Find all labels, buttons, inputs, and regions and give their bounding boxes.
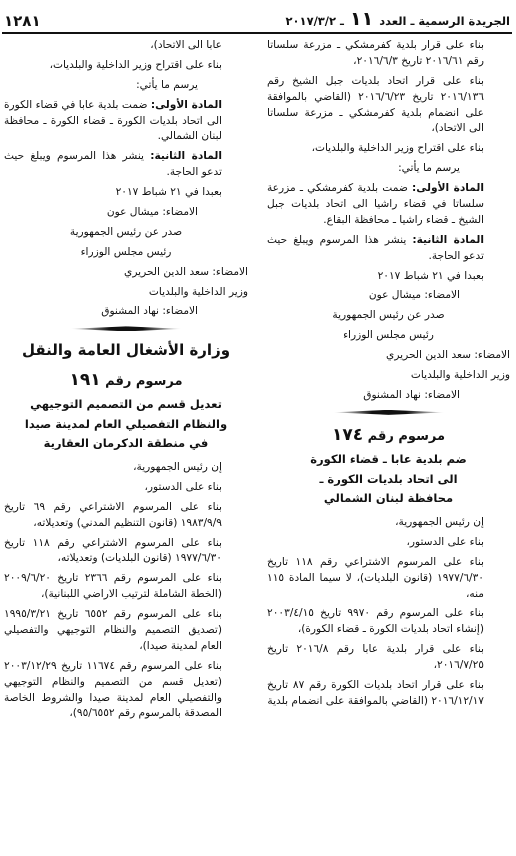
article-2 (4, 149, 248, 181)
signature: الامضاء: نهاد المشنوق (363, 388, 460, 401)
pm-title: رئيس مجلس الوزراء (80, 245, 172, 258)
paragraph: بناء على المرسوم الاشتراعي رقم ٦٩ تاريخ ١٩٨٣/٩/٩ (قانون التنظيم المدني) وتعديلاته، (4, 500, 222, 529)
issued-by: صدر عن رئيس الجمهورية (69, 225, 183, 238)
paragraph: بناء على المرسوم رقم ١١٦٧٤ تاريخ ٢٠٠٣/١٢/٢٩ (تعديل قسم من التصميم والنظام التوجيهي والتفصيلي العام لمدينة صيدا والشروط الخاصة المصدقة بالمرسوم رقم ٩٥/٦٥٥٢)، (4, 659, 222, 720)
section-divider (333, 410, 445, 415)
paragraph: بناء على الدستور، (144, 480, 222, 493)
decree-heading (267, 423, 510, 449)
paragraph: بناء على المرسوم الاشتراعي رقم ١١٨ تاريخ ١٩٧٧/٦/٣٠ (قانون البلديات)، لا سيما المادة ١١٥ منه، (267, 555, 484, 600)
subject-line: ضم بلدية عابا ـ قضاء الكورة (310, 452, 467, 467)
subject-line: محافظة لبنان الشمالي (323, 491, 454, 506)
paragraph: بناء على اقتراح وزير الداخلية والبلديات، (49, 58, 222, 71)
signature: الامضاء: ميشال عون (106, 206, 198, 219)
paragraph: بناء على قرار اتحاد بلديات الكورة رقم ٨٧ تاريخ ٢٠١٦/١٢/١٧ (القاضي بالموافقة على انضمام بلدية (267, 678, 484, 707)
paragraph: بناء على قرار بلدية عابا رقم ٢٠١٦/٨ تاريخ ٢٠١٦/٧/٢٥، (267, 643, 484, 672)
article-label: المادة الثانية: (150, 150, 222, 163)
subject-line: والنظام التفصيلي العام لمدينة صيدا (24, 416, 228, 431)
paragraph: بناء على المرسوم رقم ٦٥٥٢ تاريخ ١٩٩٥/٣/٢١ (تصديق التصميم والنظام التوجيهي والتفصيلي العام لمدينة صيدا)، (4, 608, 222, 652)
gazette-title (286, 8, 510, 30)
pm-title: رئيس مجلس الوزراء (343, 329, 434, 342)
page-header (4, 6, 510, 30)
date-line: بعبدا في ٢١ شباط ٢٠١٧ (377, 269, 484, 282)
paragraph: بناء على المرسوم الاشتراعي رقم ١١٨ تاريخ ١٩٧٧/٦/٣٠ (قانون البلديات) وتعديلاته، (4, 536, 222, 565)
paragraph: عابا الى الاتحاد)، (150, 39, 222, 51)
subject-line: تعديل قسم من التصميم التوجيهي (30, 397, 222, 412)
subject-line: الى اتحاد بلديات الكورة ـ (319, 471, 458, 486)
signature: الامضاء: سعد الدين الحريري (124, 265, 248, 278)
paragraph: بناء على قرار اتحاد بلديات جبل الشيخ رقم ٢٠١٦/١٣٦ تاريخ ٢٠١٦/٦/٢٣ (القاضي بالموافقة على انضمام بلدية كفرمشكي ـ مزرعة سلساتا الى الاتحاد)، (267, 74, 484, 135)
paragraph: بناء على الدستور، (406, 535, 484, 548)
article-label: المادة الثانية: (412, 233, 484, 246)
issued-by: صدر عن رئيس الجمهورية (332, 309, 445, 322)
ministry-title: وزارة الأشغال العامة والنقل (21, 341, 231, 360)
decree-label: مرسوم رقم (367, 428, 445, 444)
date-line: بعبدا في ٢١ شباط ٢٠١٧ (115, 186, 222, 199)
article-text: ينشر هذا المرسوم ويبلغ حيث تدعو الحاجة. (267, 233, 484, 262)
article-label: المادة الأولى: (150, 98, 222, 111)
minister-title: وزير الداخلية والبلديات (148, 285, 248, 298)
issue-date: ـ ٢٠١٧/٣/٢ (285, 14, 344, 28)
right-column (267, 38, 510, 714)
subject-line: في منطقة الدكرمان العقارية (43, 436, 209, 451)
article-text: ينشر هذا المرسوم ويبلغ حيث تدعو الحاجة. (4, 150, 222, 179)
article-text: ضمت بلدية كفرمشكي ـ مزرعة سلساتا في قضاء راشيا الى اتحاد بلديات جبل الشيخ ـ قضاء راشيا ـ محافظة البقاع. (267, 182, 484, 226)
signature: الامضاء: نهاد المشنوق (101, 305, 198, 318)
article-text: ضمت بلدية عابا في قضاء الكورة الى اتحاد بلديات الكورة ـ قضاء الكورة ـ محافظة لبنان الشمالي. (4, 98, 222, 143)
decree-heading (4, 368, 248, 394)
paragraph: إن رئيس الجمهورية، (133, 461, 222, 473)
decree-number: ١٧٤ (332, 424, 364, 445)
section-divider (70, 326, 182, 331)
decree-subject (4, 395, 248, 454)
signature: الامضاء: ميشال عون (368, 289, 460, 302)
left-column (4, 38, 248, 726)
paragraph: إن رئيس الجمهورية، (395, 515, 484, 528)
signature: الامضاء: سعد الدين الحريري (386, 349, 510, 362)
paragraph: يرسم ما يأتي: (136, 78, 198, 91)
header-rule (2, 32, 512, 34)
decree-number: ١٩١ (69, 369, 101, 390)
paragraph: يرسم ما يأتي: (398, 162, 460, 175)
decree-label: مرسوم رقم (105, 373, 183, 389)
article-label: المادة الأولى: (412, 182, 484, 195)
article-1 (4, 98, 248, 146)
page-number: ١٢٨١ (4, 12, 41, 30)
issue-number: ١١ (349, 8, 374, 30)
decree-subject (267, 450, 510, 509)
article-2 (267, 233, 510, 265)
paragraph: بناء على اقتراح وزير الداخلية والبلديات، (311, 142, 484, 155)
paragraph: بناء على المرسوم رقم ٢٣٦٦ تاريخ ٢٠٠٩/٦/٢٠ (الخطة الشاملة لترتيب الاراضي اللبنانية)، (4, 572, 222, 601)
minister-title: وزير الداخلية والبلديات (410, 369, 510, 382)
article-1 (267, 181, 510, 229)
gazette-name: الجريدة الرسمية ـ العدد (379, 14, 510, 28)
paragraph: بناء على المرسوم رقم ٩٩٧٠ تاريخ ٢٠٠٣/٤/١٥ (إنشاء اتحاد بلديات الكورة ـ قضاء الكورة)، (267, 607, 484, 636)
paragraph: بناء على قرار بلدية كفرمشكي ـ مزرعة سلساتا رقم ٢٠١٦/٦١ تاريخ ٢٠١٦/٦/٣، (267, 39, 484, 67)
